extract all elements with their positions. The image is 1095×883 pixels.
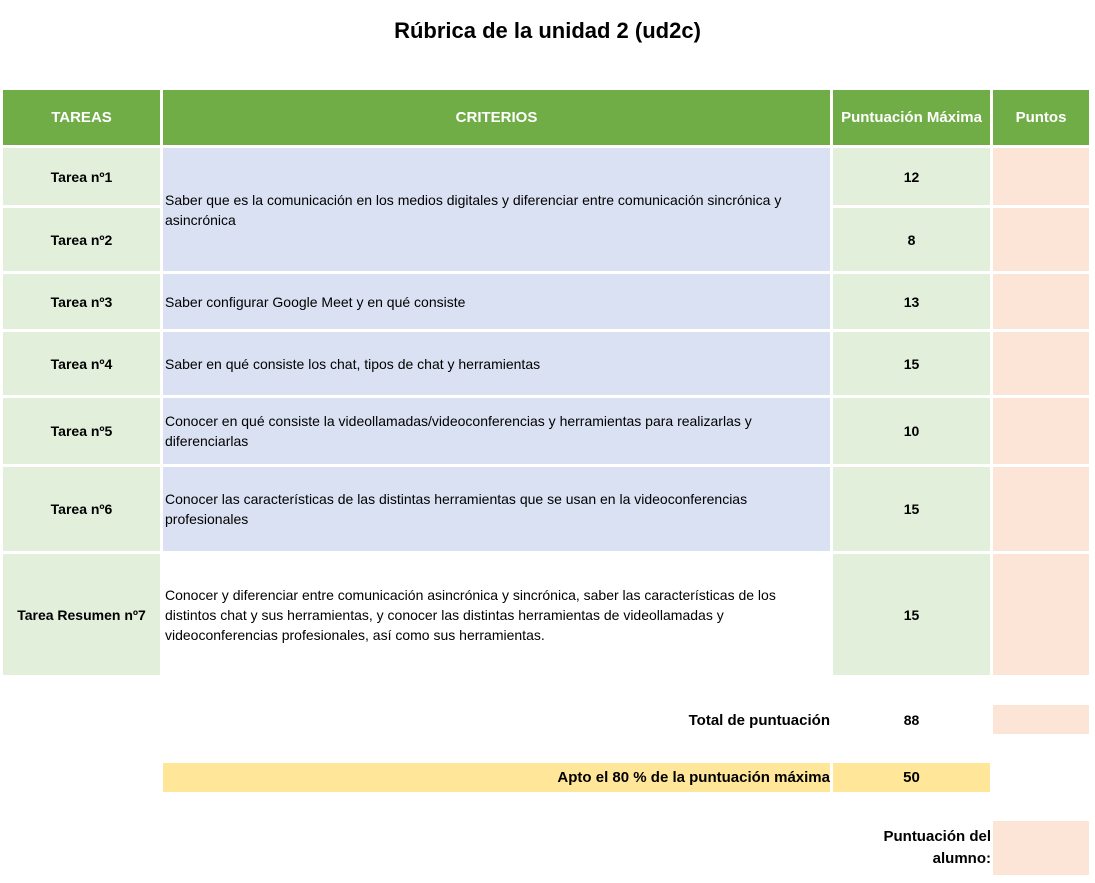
page-title: Rúbrica de la unidad 2 (ud2c) — [394, 18, 701, 43]
criterio-cell: Conocer en qué consiste la videollamadas/videoconferencias y herramientas para realizarlas y diferenciarlas — [163, 398, 830, 464]
tarea-cell: Tarea Resumen nº7 — [3, 554, 160, 675]
criterio-cell: Saber configurar Google Meet y en qué consiste — [163, 274, 830, 329]
puntos-input-cell[interactable] — [993, 554, 1089, 675]
apto-label: Apto el 80 % de la puntuación máxima — [163, 763, 830, 792]
header-tareas: TAREAS — [3, 90, 160, 145]
criterio-cell: Conocer y diferenciar entre comunicación asincrónica y sincrónica, saber las características de los distintos chat y sus herramientas, y conocer las distintas herramientas de videollamadas y videoconferencias profesionales, así como sus herramientas. — [163, 554, 830, 675]
tarea-cell: Tarea nº4 — [3, 332, 160, 395]
puntuacion-alumno-label: Puntuación del alumno: — [883, 828, 991, 867]
puntos-input-cell[interactable] — [993, 332, 1089, 395]
puntos-input-cell[interactable] — [993, 208, 1089, 271]
puntuacion-maxima-cell: 12 — [833, 148, 990, 205]
header-criterios: CRITERIOS — [163, 90, 830, 145]
tarea-cell: Tarea nº3 — [3, 274, 160, 329]
tarea-cell: Tarea nº2 — [3, 208, 160, 271]
puntos-input-cell[interactable] — [993, 467, 1089, 551]
puntuacion-maxima-cell: 13 — [833, 274, 990, 329]
criterio-cell: Saber en qué consiste los chat, tipos de chat y herramientas — [163, 332, 830, 395]
puntuacion-maxima-cell: 15 — [833, 554, 990, 675]
puntuacion-maxima-cell: 15 — [833, 332, 990, 395]
criterio-cell: Conocer las características de las distintas herramientas que se usan en la videoconferencias profesionales — [163, 467, 830, 551]
tarea-cell: Tarea nº6 — [3, 467, 160, 551]
puntos-input-cell[interactable] — [993, 274, 1089, 329]
header-puntos: Puntos — [993, 90, 1089, 145]
total-value: 88 — [903, 712, 920, 728]
puntuacion-alumno-input[interactable] — [993, 821, 1089, 875]
header-puntuacion-maxima: Puntuación Máxima — [833, 90, 990, 145]
tarea-cell: Tarea nº1 — [3, 148, 160, 205]
total-puntos-input[interactable] — [993, 705, 1089, 734]
puntuacion-maxima-cell: 15 — [833, 467, 990, 551]
criterio-cell: Saber que es la comunicación en los medios digitales y diferenciar entre comunicación sincrónica y asincrónica — [163, 148, 830, 271]
puntuacion-maxima-cell: 10 — [833, 398, 990, 464]
puntos-input-cell[interactable] — [993, 398, 1089, 464]
total-label: Total de puntuación — [688, 711, 830, 729]
tarea-cell: Tarea nº5 — [3, 398, 160, 464]
puntuacion-maxima-cell: 8 — [833, 208, 990, 271]
puntos-input-cell[interactable] — [993, 148, 1089, 205]
apto-value: 50 — [833, 763, 990, 792]
